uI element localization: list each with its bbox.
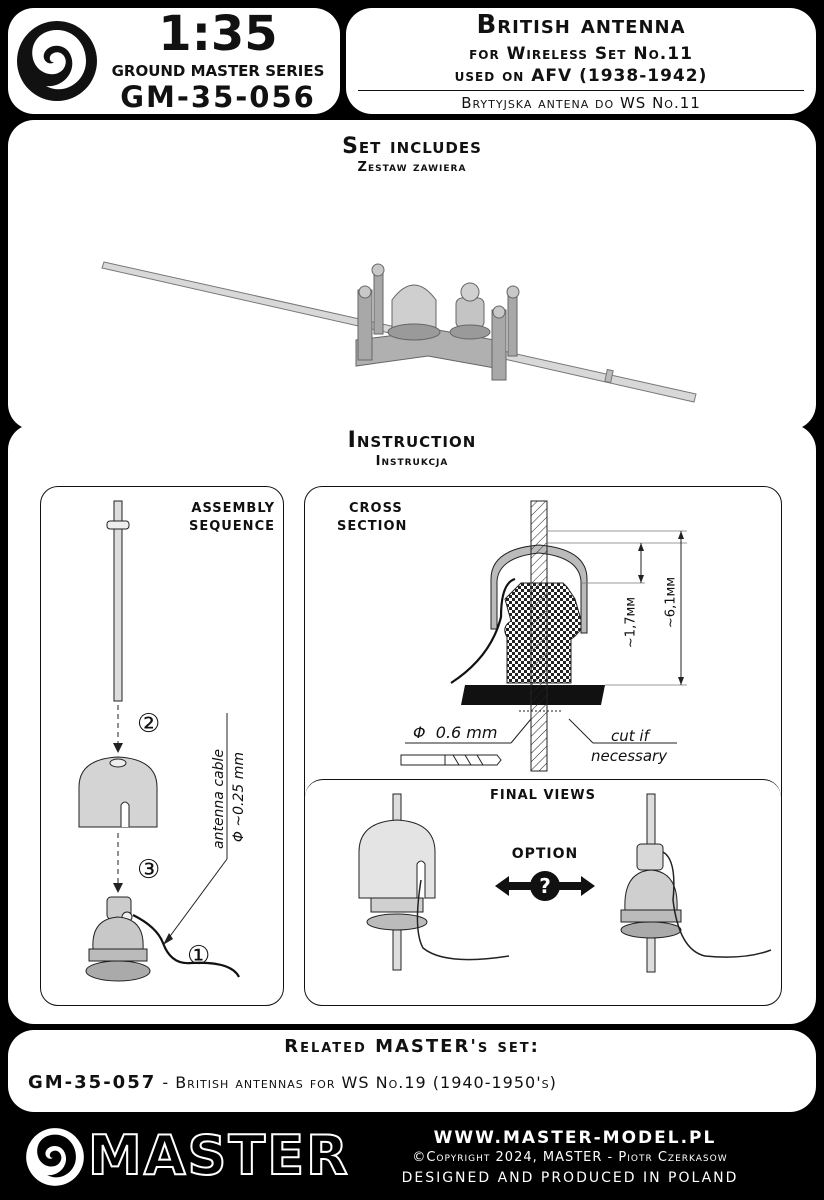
header-divider bbox=[358, 90, 804, 91]
header-left-panel bbox=[8, 8, 340, 114]
set-includes-panel bbox=[8, 120, 816, 430]
cable-label: antenna cable bbox=[211, 749, 227, 849]
cross-section-box bbox=[304, 486, 782, 1006]
series-label: GROUND MASTER SERIES bbox=[111, 62, 325, 80]
instruction-panel bbox=[8, 424, 816, 1024]
final-views-label: FINAL VIEWS bbox=[490, 788, 596, 803]
product-code: GM-35-056 bbox=[120, 80, 316, 114]
related-item bbox=[28, 1072, 557, 1093]
cross-label-2: SECTION bbox=[337, 519, 408, 534]
polish-title: Brytyjska antena do WS No.11 bbox=[461, 94, 701, 112]
cut-label-2: necessary bbox=[591, 747, 668, 765]
product-title: British antenna bbox=[476, 10, 686, 40]
header-right-panel bbox=[346, 8, 816, 114]
drill-diameter-label: Φ 0.6 mm bbox=[413, 723, 498, 742]
drill-bit-icon bbox=[401, 755, 501, 765]
assembly-sequence-box bbox=[40, 486, 284, 1006]
set-includes-subtitle: Zestaw zawiera bbox=[357, 160, 467, 175]
cable-diameter: Φ ~0.25 mm bbox=[231, 751, 247, 843]
instruction-title: Instruction bbox=[347, 428, 477, 453]
master-footer-logo-icon bbox=[24, 1124, 86, 1190]
related-desc: - British antennas for WS No.19 (1940-1950's) bbox=[156, 1073, 557, 1092]
cross-label-1: CROSS bbox=[349, 501, 403, 516]
footer-brand: MASTER bbox=[88, 1124, 350, 1187]
assembly-label-1: ASSEMBLY bbox=[191, 501, 275, 516]
footer-made: DESIGNED AND PRODUCED IN POLAND bbox=[401, 1170, 739, 1186]
footer-url: WWW.MASTER-MODEL.PL bbox=[433, 1128, 717, 1148]
parts-illustration bbox=[8, 180, 816, 430]
step-2-badge: ② bbox=[137, 709, 161, 739]
set-includes-title: Set includes bbox=[342, 134, 482, 159]
scale-label: 1:35 bbox=[158, 8, 278, 62]
product-subtitle-1: for Wireless Set No.11 bbox=[469, 44, 693, 64]
sprue-part bbox=[356, 264, 519, 380]
master-logo-icon bbox=[14, 16, 100, 106]
related-title: Related MASTER's set: bbox=[284, 1036, 540, 1057]
dim-long-label: ~6,1мм bbox=[663, 576, 679, 629]
question-icon: ? bbox=[539, 874, 551, 898]
assembly-label-2: SEQUENCE bbox=[188, 519, 275, 534]
option-label: OPTION bbox=[511, 846, 579, 862]
cut-label-1: cut if bbox=[611, 727, 649, 745]
step-3-badge: ③ bbox=[137, 855, 161, 885]
cross-section-drawing bbox=[305, 487, 781, 777]
related-code: GM-35-057 bbox=[28, 1072, 157, 1093]
footer-copyright: ©Copyright 2024, MASTER - Piotr Czerkasow bbox=[412, 1150, 728, 1165]
related-panel bbox=[8, 1030, 816, 1112]
instruction-subtitle: Instrukcja bbox=[375, 454, 449, 469]
final-views-box bbox=[305, 779, 781, 1006]
footer bbox=[0, 1112, 824, 1200]
dim-short-label: ~1,7мм bbox=[623, 596, 639, 649]
step-1-badge: ① bbox=[187, 941, 211, 971]
product-subtitle-2: used on AFV (1938-1942) bbox=[454, 66, 708, 86]
